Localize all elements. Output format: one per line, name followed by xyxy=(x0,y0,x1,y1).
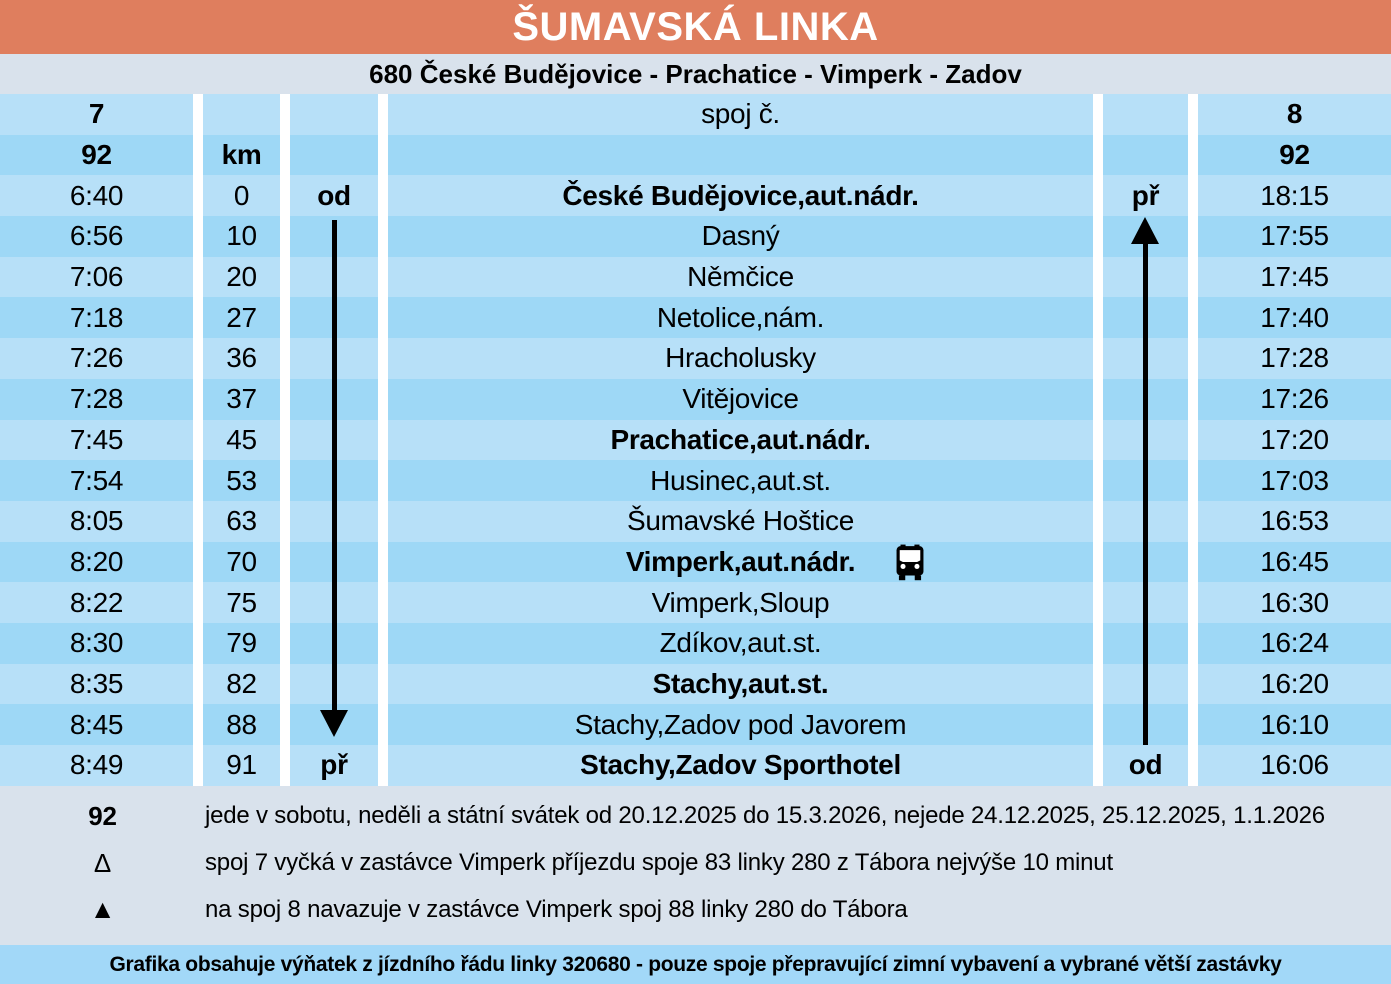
km-cell xyxy=(203,175,280,216)
km-cell-text: 0 xyxy=(233,179,250,211)
station-cell xyxy=(388,582,1093,623)
station-cell-text: Stachy,aut.st. xyxy=(652,667,829,699)
direction-left-cell xyxy=(290,175,378,216)
direction-right-cell-text: př xyxy=(1131,179,1160,211)
km-cell xyxy=(203,501,280,542)
km-cell-text: 27 xyxy=(226,301,257,333)
timetable-row xyxy=(0,257,1391,298)
station-cell-text: Vitějovice xyxy=(682,383,799,415)
km-cell xyxy=(203,664,280,705)
time-left-cell xyxy=(0,460,193,501)
arrow-up-head-icon xyxy=(1131,217,1159,244)
arrow-down-icon xyxy=(332,220,337,712)
time-right-cell-text: 16:06 xyxy=(1260,749,1329,781)
station-cell xyxy=(388,175,1093,216)
title-bar xyxy=(0,0,1391,54)
timetable-row xyxy=(0,501,1391,542)
time-right-cell xyxy=(1198,420,1391,461)
page-title: ŠUMAVSKÁ LINKA xyxy=(512,4,879,49)
time-right-cell-text: 16:24 xyxy=(1260,627,1329,659)
timetable-body xyxy=(0,94,1391,786)
time-left-cell-text: 8:20 xyxy=(69,545,124,577)
note-text: jede v sobotu, neděli a státní svátek od 20.12.2025 do 15.3.2026, nejede 24.12.2025, 25.12.2025, 1.1.2026 xyxy=(205,802,1325,829)
time-right-cell-text: 16:53 xyxy=(1260,505,1329,537)
time-left-cell-text: 7:18 xyxy=(69,301,124,333)
time-right-cell xyxy=(1198,297,1391,338)
timetable-row xyxy=(0,664,1391,705)
time-left-cell xyxy=(0,257,193,298)
time-left-cell-text: 6:56 xyxy=(69,220,124,252)
time-left-cell xyxy=(0,623,193,664)
time-right-cell-text: 17:03 xyxy=(1260,464,1329,496)
time-right-cell-text: 18:15 xyxy=(1260,179,1329,211)
time-left-cell xyxy=(0,745,193,786)
note-symbol-icon: ▲ xyxy=(89,894,116,925)
time-right-cell-text: 16:10 xyxy=(1260,708,1329,740)
time-right-cell xyxy=(1198,94,1391,135)
timetable-row xyxy=(0,623,1391,664)
km-cell xyxy=(203,704,280,745)
direction-left-cell xyxy=(290,745,378,786)
km-cell-text: 79 xyxy=(226,627,257,659)
station-cell-text: Stachy,Zadov pod Javorem xyxy=(574,708,907,740)
station-cell xyxy=(388,664,1093,705)
km-cell xyxy=(203,582,280,623)
km-cell xyxy=(203,94,280,135)
km-cell-text: 36 xyxy=(226,342,257,374)
km-cell xyxy=(203,216,280,257)
time-left-cell-text: 7:54 xyxy=(69,464,124,496)
direction-right-cell xyxy=(1103,745,1188,786)
station-cell-text: Šumavské Hoštice xyxy=(626,505,855,537)
timetable-row xyxy=(0,135,1391,176)
time-right-cell xyxy=(1198,623,1391,664)
notes-panel xyxy=(0,786,1391,945)
time-left-cell-text: 7 xyxy=(88,98,105,130)
station-cell-text: Zdíkov,aut.st. xyxy=(659,627,822,659)
km-cell-text: 75 xyxy=(226,586,257,618)
time-right-cell xyxy=(1198,460,1391,501)
km-cell-text: 10 xyxy=(226,220,257,252)
note-row xyxy=(0,793,1391,840)
time-right-cell-text: 17:55 xyxy=(1260,220,1329,252)
timetable-row xyxy=(0,94,1391,135)
time-right-cell xyxy=(1198,257,1391,298)
time-right-cell-text: 92 xyxy=(1279,139,1310,171)
km-cell-text: 88 xyxy=(226,708,257,740)
note-code-label: 92 xyxy=(88,800,117,831)
timetable-row xyxy=(0,542,1391,583)
time-right-cell xyxy=(1198,501,1391,542)
timetable-row xyxy=(0,745,1391,786)
time-right-cell-text: 17:40 xyxy=(1260,301,1329,333)
time-left-cell-text: 7:06 xyxy=(69,261,124,293)
time-right-cell xyxy=(1198,704,1391,745)
note-row xyxy=(0,887,1391,934)
station-cell-text: Vimperk,Sloup xyxy=(651,586,830,618)
km-cell xyxy=(203,745,280,786)
time-left-cell-text: 7:28 xyxy=(69,383,124,415)
time-left-cell-text: 92 xyxy=(81,139,112,171)
station-cell xyxy=(388,297,1093,338)
time-right-cell xyxy=(1198,338,1391,379)
time-left-cell-text: 8:49 xyxy=(69,749,124,781)
timetable-row xyxy=(0,704,1391,745)
direction-right-cell xyxy=(1103,175,1188,216)
time-right-cell-text: 17:20 xyxy=(1260,423,1329,455)
time-right-cell xyxy=(1198,175,1391,216)
time-right-cell xyxy=(1198,216,1391,257)
time-left-cell xyxy=(0,501,193,542)
time-left-cell xyxy=(0,94,193,135)
km-cell-text: 45 xyxy=(226,423,257,455)
footer-bar xyxy=(0,945,1391,984)
time-left-cell xyxy=(0,664,193,705)
timetable-row xyxy=(0,338,1391,379)
km-cell xyxy=(203,135,280,176)
time-right-cell-text: 16:30 xyxy=(1260,586,1329,618)
station-cell-text: Netolice,nám. xyxy=(656,301,825,333)
km-cell xyxy=(203,460,280,501)
time-right-cell-text: 17:28 xyxy=(1260,342,1329,374)
timetable-row xyxy=(0,297,1391,338)
station-cell-text: spoj č. xyxy=(701,98,780,130)
direction-right-cell xyxy=(1103,135,1188,176)
note-text: na spoj 8 navazuje v zastávce Vimperk spoj 88 linky 280 do Tábora xyxy=(205,895,908,923)
km-cell-text: km xyxy=(221,139,262,171)
time-left-cell xyxy=(0,379,193,420)
time-right-cell xyxy=(1198,379,1391,420)
direction-left-cell xyxy=(290,135,378,176)
time-left-cell xyxy=(0,297,193,338)
time-left-cell-text: 8:30 xyxy=(69,627,124,659)
time-right-cell xyxy=(1198,582,1391,623)
station-cell xyxy=(388,135,1093,176)
timetable-row xyxy=(0,460,1391,501)
note-symbol-icon: Δ xyxy=(93,847,112,878)
station-cell xyxy=(388,420,1093,461)
km-cell-text: 70 xyxy=(226,545,257,577)
station-cell xyxy=(388,623,1093,664)
km-cell xyxy=(203,420,280,461)
station-cell xyxy=(388,704,1093,745)
time-left-cell-text: 7:26 xyxy=(69,342,124,374)
subtitle-bar xyxy=(0,54,1391,94)
time-left-cell-text: 8:22 xyxy=(69,586,124,618)
km-cell xyxy=(203,379,280,420)
time-left-cell-text: 8:45 xyxy=(69,708,124,740)
timetable-row xyxy=(0,582,1391,623)
direction-left-cell xyxy=(290,94,378,135)
km-cell xyxy=(203,297,280,338)
time-right-cell xyxy=(1198,664,1391,705)
time-left-cell xyxy=(0,216,193,257)
station-cell xyxy=(388,257,1093,298)
time-right-cell-text: 16:20 xyxy=(1260,667,1329,699)
bus-icon xyxy=(891,543,929,581)
km-cell-text: 91 xyxy=(226,749,257,781)
timetable xyxy=(0,94,1391,786)
arrow-down-head-icon xyxy=(320,710,348,737)
time-left-cell xyxy=(0,338,193,379)
km-cell-text: 37 xyxy=(226,383,257,415)
station-cell-text: Stachy,Zadov Sporthotel xyxy=(580,749,901,781)
time-left-cell xyxy=(0,704,193,745)
direction-right-cell-text: od xyxy=(1128,749,1163,781)
station-cell-text: Prachatice,aut.nádr. xyxy=(610,423,871,455)
time-left-cell-text: 8:35 xyxy=(69,667,124,699)
station-cell xyxy=(388,216,1093,257)
direction-right-cell xyxy=(1103,94,1188,135)
station-cell xyxy=(388,501,1093,542)
station-cell xyxy=(388,745,1093,786)
time-right-cell-text: 17:45 xyxy=(1260,261,1329,293)
km-cell-text: 53 xyxy=(226,464,257,496)
time-left-cell xyxy=(0,542,193,583)
time-right-cell-text: 16:45 xyxy=(1260,545,1329,577)
km-cell-text: 63 xyxy=(226,505,257,537)
timetable-row xyxy=(0,216,1391,257)
time-left-cell-text: 8:05 xyxy=(69,505,124,537)
km-cell xyxy=(203,257,280,298)
time-right-cell xyxy=(1198,542,1391,583)
station-cell xyxy=(388,542,1093,583)
footer-note: Grafika obsahuje výňatek z jízdního řádu linky 320680 - pouze spoje přepravující zimní vybavení a vybrané větší zastávky xyxy=(109,952,1282,976)
station-cell-text: Husinec,aut.st. xyxy=(650,464,831,496)
arrow-up-icon xyxy=(1143,244,1148,745)
timetable-row xyxy=(0,420,1391,461)
station-cell-text: České Budějovice,aut.nádr. xyxy=(562,179,919,211)
time-right-cell xyxy=(1198,135,1391,176)
time-left-cell xyxy=(0,135,193,176)
station-cell-text: Vimperk,aut.nádr. xyxy=(625,545,856,577)
station-cell-text: Němčice xyxy=(687,261,794,293)
time-left-cell-text: 6:40 xyxy=(69,179,124,211)
km-cell xyxy=(203,623,280,664)
time-left-cell xyxy=(0,175,193,216)
time-right-cell-text: 8 xyxy=(1286,98,1303,130)
km-cell xyxy=(203,338,280,379)
km-cell-text: 20 xyxy=(226,261,257,293)
station-cell xyxy=(388,379,1093,420)
timetable-row xyxy=(0,175,1391,216)
km-cell-text: 82 xyxy=(226,667,257,699)
station-cell-text: Hracholusky xyxy=(665,342,816,374)
time-left-cell xyxy=(0,582,193,623)
time-left-cell xyxy=(0,420,193,461)
route-subtitle: 680 České Budějovice - Prachatice - Vimperk - Zadov xyxy=(369,58,1022,89)
station-cell xyxy=(388,460,1093,501)
station-cell xyxy=(388,94,1093,135)
time-right-cell xyxy=(1198,745,1391,786)
km-cell xyxy=(203,542,280,583)
timetable-row xyxy=(0,379,1391,420)
direction-left-cell-text: od xyxy=(317,179,351,211)
time-left-cell-text: 7:45 xyxy=(69,423,124,455)
note-text: spoj 7 vyčká v zastávce Vimperk příjezdu spoje 83 linky 280 z Tábora nejvýše 10 minut xyxy=(205,848,1113,876)
time-right-cell-text: 17:26 xyxy=(1260,383,1329,415)
direction-left-cell-text: př xyxy=(320,749,348,781)
note-row xyxy=(0,840,1391,887)
station-cell xyxy=(388,338,1093,379)
station-cell-text: Dasný xyxy=(701,220,780,252)
